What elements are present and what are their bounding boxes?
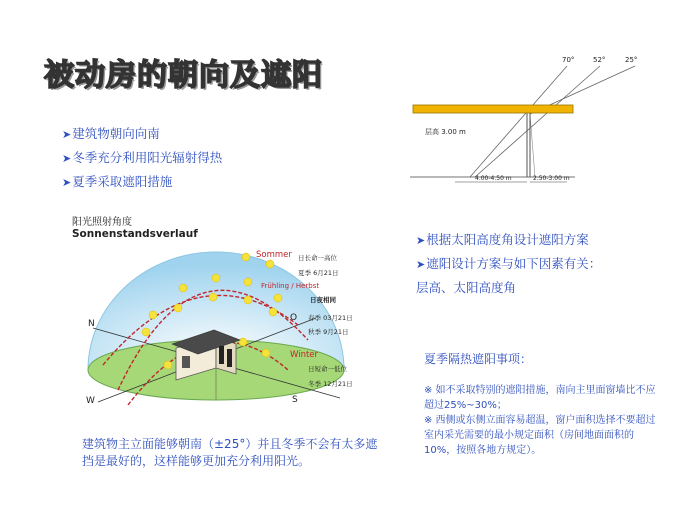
direction-w: W [86, 396, 95, 406]
floor-height-label: 层高 3.00 m [425, 128, 466, 136]
equinox-label-cn-2: 春季 03月21日 [308, 314, 353, 322]
direction-n: N [88, 319, 95, 329]
summer-shading-title: 夏季隔热遮阳事项： [424, 352, 533, 366]
sun-diagram-label-cn: 阳光照射角度 [72, 217, 132, 228]
angle-label: 25° [625, 56, 638, 64]
bullet-item: ➤建筑物朝向向南 [62, 126, 160, 141]
shading-bullet-list [416, 228, 656, 299]
bullet-item: ➤冬季充分利用阳光辐射得热 [62, 150, 223, 165]
bullet-item: ➤根据太阳高度角设计遮阳方案 [416, 232, 589, 247]
note-item: ※ 如不采取特别的遮阳措施，南向主里面窗墙比不应超过25%~30%； [424, 385, 656, 411]
angle-label: 70° [562, 56, 575, 64]
summer-label-de: Sommer [256, 250, 292, 260]
shading-section-diagram [395, 52, 655, 192]
equinox-label-de: Frühling / Herbst [261, 282, 320, 290]
bullet-item: ➤遮阳设计方案与如下因素有关： [416, 256, 602, 271]
note-item: ※ 西侧或东侧立面容易超温，窗户面积选择不要超过室内采光需要的最小规定面积（房间地面面积的10%，按照各地方规定）。 [424, 415, 656, 456]
bullet-continuation: 层高、太阳高度角 [416, 280, 517, 295]
winter-label-de: Winter [290, 350, 319, 360]
orientation-caption: 建筑物主立面能够朝南（±25°）并且冬季不会有太多遮挡是最好的，这样能够更加充分利用阳光。 [82, 437, 378, 468]
equinox-label-cn-1: 日夜相同 [310, 296, 336, 304]
equinox-label-cn-3: 秋季 9月21日 [308, 328, 349, 336]
sun-path-diagram [58, 240, 378, 415]
arrow-icon: ➤ [416, 258, 426, 271]
winter-label-cn-2: 冬季 12月21日 [308, 380, 353, 388]
arrow-icon: ➤ [62, 128, 72, 141]
angle-label: 52° [593, 56, 606, 64]
ray-extension [530, 114, 535, 177]
arrow-icon: ➤ [62, 152, 72, 165]
arrow-icon: ➤ [62, 176, 72, 189]
winter-label-cn-1: 日短命一低位 [308, 365, 347, 373]
bullet-list [62, 122, 222, 194]
shading-canopy [413, 105, 573, 113]
dimension-label: 4.00-4.50 m [475, 175, 512, 182]
direction-o: O [290, 313, 298, 323]
direction-s: S [292, 395, 298, 405]
summer-shading-notes [424, 383, 662, 458]
summer-label-cn-2: 夏季 6月21日 [298, 269, 339, 277]
arrow-icon: ➤ [416, 234, 426, 247]
sun-ray-52 [475, 66, 600, 177]
sun-ray-70 [470, 66, 567, 177]
bullet-item: ➤夏季采取遮阳措施 [62, 174, 173, 189]
summer-label-cn-1: 日长命一高位 [298, 254, 337, 262]
dimension-label: 2.50-3.00 m [533, 175, 570, 182]
sun-diagram-label-de: Sonnenstandsverlauf [72, 228, 198, 240]
page-title: 被动房的朝向及遮阳 [44, 58, 323, 93]
